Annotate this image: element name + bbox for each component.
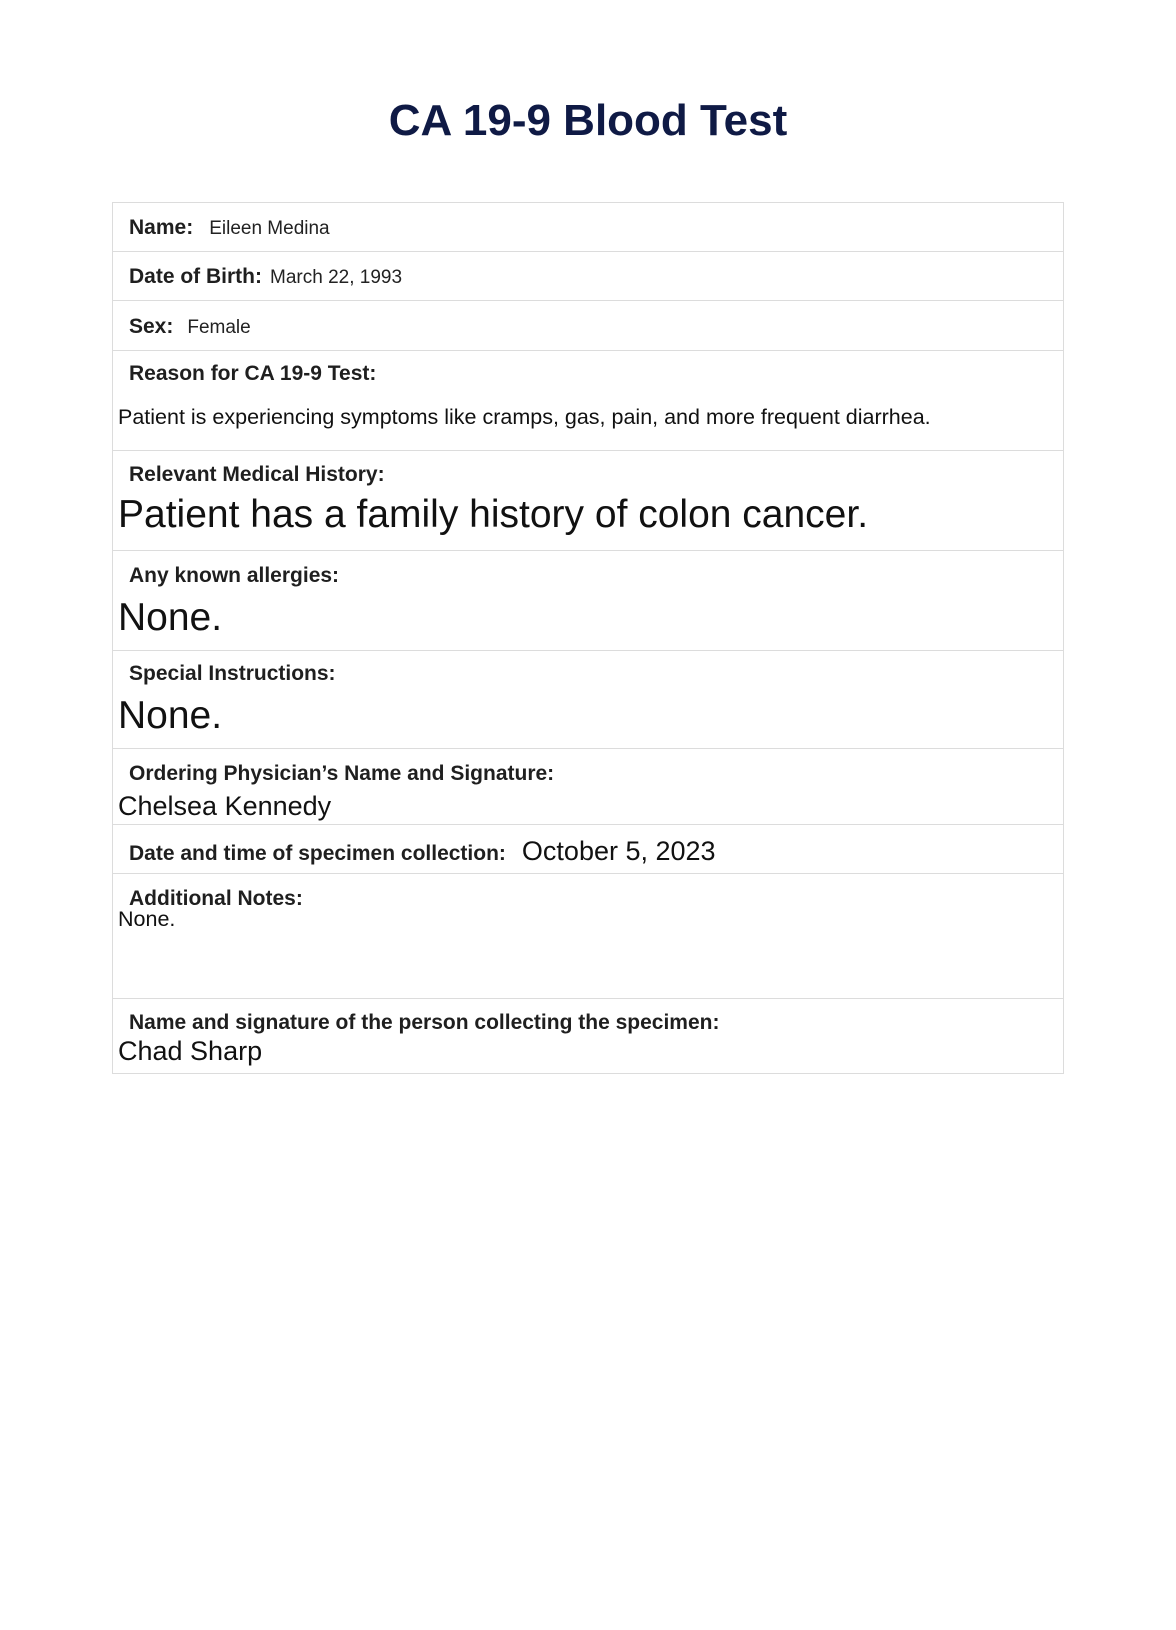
additional-notes-label: Additional Notes: xyxy=(129,887,303,910)
collector-label: Name and signature of the person collecting the specimen: xyxy=(129,1011,720,1034)
sex-row xyxy=(113,301,1063,351)
special-instructions-value: None. xyxy=(118,694,223,737)
physician-label: Ordering Physician’s Name and Signature: xyxy=(129,762,555,785)
additional-notes-value: None. xyxy=(118,907,176,931)
collection-date-value: October 5, 2023 xyxy=(521,836,716,866)
medical-history-row xyxy=(113,451,1063,551)
collector-value: Chad Sharp xyxy=(118,1036,263,1066)
name-value: Eileen Medina xyxy=(209,218,330,239)
dob-row xyxy=(113,252,1063,301)
additional-notes-row xyxy=(113,874,1063,999)
reason-row xyxy=(113,351,1063,451)
special-instructions-label: Special Instructions: xyxy=(129,662,336,685)
physician-row xyxy=(113,749,1063,825)
test-form xyxy=(112,202,1064,1074)
medical-history-label: Relevant Medical History: xyxy=(129,463,385,486)
collection-date-row xyxy=(113,825,1063,874)
document-title: CA 19-9 Blood Test xyxy=(388,96,788,145)
name-label: Name: xyxy=(129,216,194,239)
physician-value: Chelsea Kennedy xyxy=(118,791,332,821)
collection-date-label: Date and time of specimen collection: xyxy=(129,842,506,865)
medical-history-value: Patient has a family history of colon cancer. xyxy=(118,493,869,536)
dob-value: March 22, 1993 xyxy=(270,267,403,288)
reason-label: Reason for CA 19-9 Test: xyxy=(129,362,377,385)
dob-label: Date of Birth: xyxy=(129,265,262,288)
sex-label: Sex: xyxy=(129,315,174,338)
special-instructions-row xyxy=(113,651,1063,749)
sex-value: Female xyxy=(187,317,251,338)
allergies-row xyxy=(113,551,1063,651)
allergies-value: None. xyxy=(118,596,223,639)
collector-row xyxy=(113,999,1063,1073)
name-row xyxy=(113,203,1063,252)
allergies-label: Any known allergies: xyxy=(129,564,340,587)
reason-value: Patient is experiencing symptoms like cramps, gas, pain, and more frequent diarrhea. xyxy=(118,405,931,429)
